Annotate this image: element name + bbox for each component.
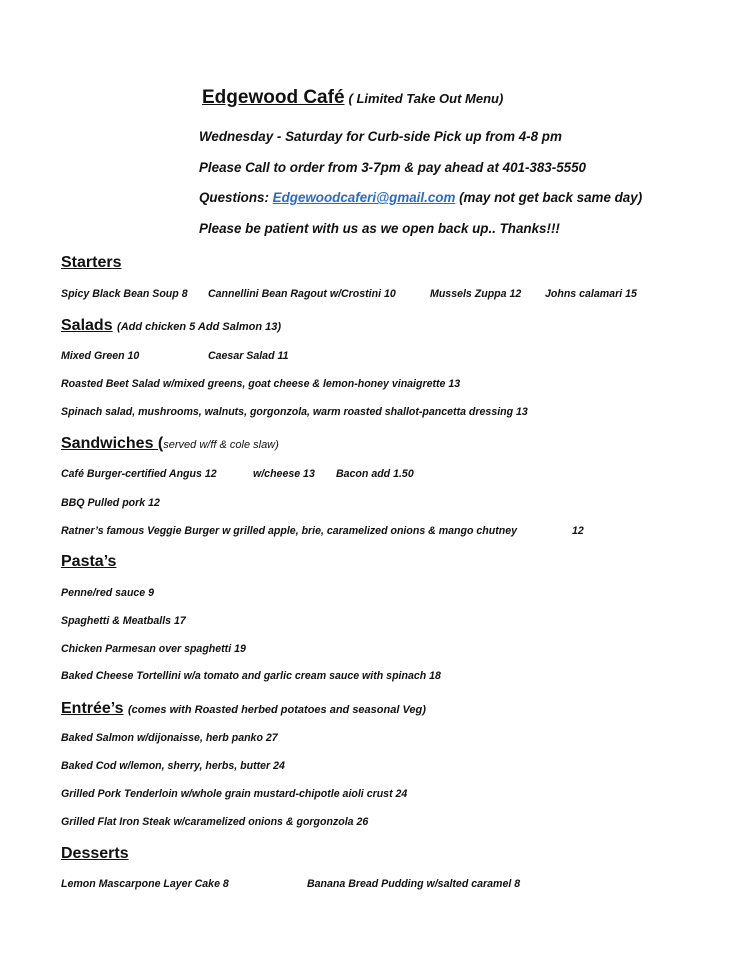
menu-item: Spinach salad, mushrooms, walnuts, gorgonzola, warm roasted shallot-pancetta dressing 13	[61, 406, 528, 418]
entrees-heading	[61, 700, 426, 718]
sandwiches-note: served w/ff & cole slaw)	[163, 439, 279, 451]
salads-note: (Add chicken 5 Add Salmon 13)	[117, 321, 282, 333]
desserts-title: Desserts	[61, 845, 129, 862]
cafe-name: Edgewood Café	[202, 87, 345, 108]
email-link[interactable]: Edgewoodcaferi@gmail.com	[272, 190, 456, 205]
questions-line	[199, 190, 642, 205]
pastas-heading	[61, 553, 116, 571]
menu-item: Roasted Beet Salad w/mixed greens, goat cheese & lemon-honey vinaigrette 13	[61, 378, 461, 390]
menu-item: Café Burger-certified Angus 12	[61, 468, 217, 480]
menu-item: Caesar Salad 11	[208, 350, 289, 362]
menu-item: Baked Cheese Tortellini w/a tomato and garlic cream sauce with spinach 18	[61, 670, 441, 682]
questions-prefix: Questions:	[199, 190, 273, 205]
questions-suffix: (may not get back same day)	[455, 190, 643, 205]
menu-item: Mixed Green 10	[61, 350, 140, 362]
menu-item: Chicken Parmesan over spaghetti 19	[61, 643, 246, 655]
menu-item: Mussels Zuppa 12	[430, 288, 522, 300]
menu-item: w/cheese 13	[253, 468, 315, 480]
menu-item: Baked Salmon w/dijonaisse, herb panko 27	[61, 732, 278, 744]
salads-heading	[61, 317, 281, 335]
menu-note: ( Limited Take Out Menu)	[348, 91, 504, 106]
hours-line: Wednesday - Saturday for Curb-side Pick up from 4-8 pm	[199, 129, 562, 144]
starters-title: Starters	[61, 254, 122, 271]
menu-item-price: 12	[572, 525, 584, 537]
menu-item: Grilled Pork Tenderloin w/whole grain mustard-chipotle aioli crust 24	[61, 788, 408, 800]
menu-item: Ratner’s famous Veggie Burger w grilled apple, brie, caramelized onions & mango chutney	[61, 525, 518, 537]
menu-item: Banana Bread Pudding w/salted caramel 8	[307, 878, 521, 890]
page-title	[202, 87, 503, 109]
menu-item: Spaghetti & Meatballs 17	[61, 615, 186, 627]
entrees-note: (comes with Roasted herbed potatoes and seasonal Veg)	[128, 704, 426, 716]
starters-heading	[61, 254, 121, 272]
menu-item: Baked Cod w/lemon, sherry, herbs, butter 24	[61, 760, 285, 772]
menu-item: Lemon Mascarpone Layer Cake 8	[61, 878, 229, 890]
menu-item: Johns calamari 15	[545, 288, 637, 300]
patience-line: Please be patient with us as we open back up.. Thanks!!!	[199, 221, 560, 236]
sandwiches-title: Sandwiches (	[61, 435, 164, 452]
sandwiches-heading	[61, 435, 279, 453]
menu-item: Penne/red sauce 9	[61, 587, 155, 599]
menu-item: Spicy Black Bean Soup 8	[61, 288, 188, 300]
order-line: Please Call to order from 3-7pm & pay ahead at 401-383-5550	[199, 160, 587, 175]
desserts-heading	[61, 845, 129, 863]
menu-item: Cannellini Bean Ragout w/Crostini 10	[208, 288, 396, 300]
pastas-title: Pasta’s	[61, 553, 117, 570]
entrees-title: Entrée’s	[61, 700, 124, 717]
menu-item: Bacon add 1.50	[336, 468, 414, 480]
menu-item: Grilled Flat Iron Steak w/caramelized onions & gorgonzola 26	[61, 816, 369, 828]
salads-title: Salads	[61, 317, 113, 334]
menu-item: BBQ Pulled pork 12	[61, 497, 160, 509]
